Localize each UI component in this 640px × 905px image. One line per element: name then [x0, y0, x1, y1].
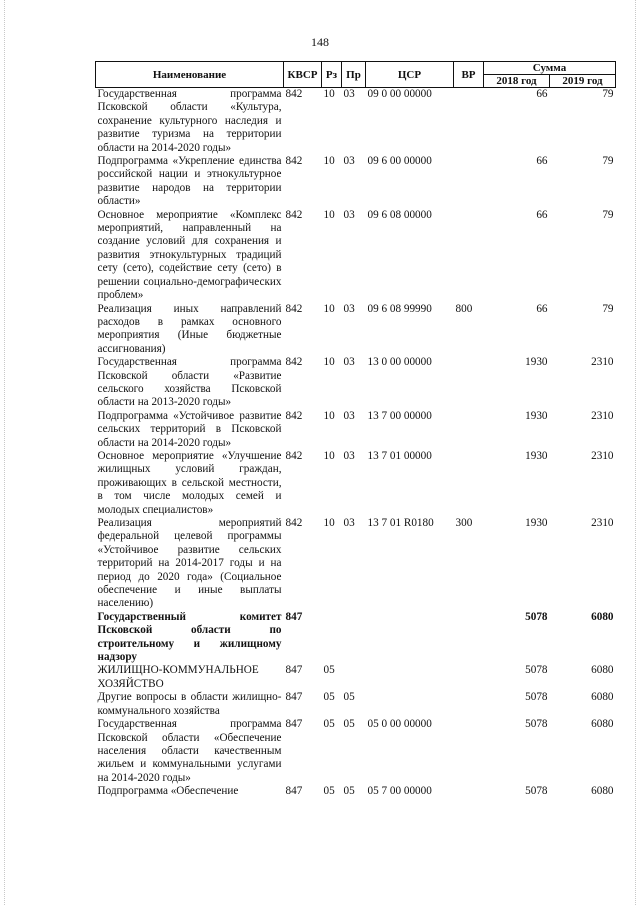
table-row	[96, 785, 616, 798]
row-name: Государственный комитет Псковской области по строительному и жилищному надзору	[97, 610, 282, 664]
row-csr: 09 6 08 99990	[367, 302, 432, 315]
scan-edge-right	[635, 0, 637, 905]
budget-table	[95, 61, 616, 799]
row-amount-2018: 66	[536, 155, 548, 168]
row-amount-2018: 66	[536, 302, 548, 315]
row-amount-2019: 6080	[591, 664, 614, 677]
table-header	[96, 62, 616, 88]
row-csr: 13 7 01 R0180	[367, 517, 434, 529]
row-kvsr: 842	[285, 517, 303, 529]
row-rz	[322, 611, 342, 665]
row-amount-2019: 79	[602, 155, 614, 168]
row-rz: 10	[323, 155, 335, 168]
row-pr: 03	[343, 449, 355, 462]
row-kvsr: 842	[285, 155, 303, 168]
row-name: Государственная программа Псковской области «Обеспечение населения области качественным жильем и коммунальными услугами на 2014-2020 годы»	[97, 718, 282, 784]
table-row	[96, 664, 616, 691]
row-amount-2018: 1930	[525, 517, 548, 529]
table-row	[96, 155, 616, 209]
row-rz: 05	[323, 785, 335, 798]
header-year-2018: 2018 год	[484, 75, 550, 88]
row-vr	[454, 410, 484, 450]
row-vr	[454, 155, 484, 209]
row-csr: 13 0 00 00000	[367, 356, 432, 369]
row-vr: 300	[455, 517, 473, 529]
row-pr: 03	[343, 88, 355, 100]
row-amount-2019: 2310	[591, 517, 614, 529]
row-kvsr: 847	[285, 610, 303, 623]
row-amount-2019: 79	[602, 302, 614, 315]
table-row	[96, 356, 616, 410]
header-vr: ВР	[454, 62, 484, 88]
row-amount-2018: 5078	[525, 691, 548, 704]
row-kvsr: 842	[285, 449, 303, 462]
row-csr: 09 6 08 00000	[367, 208, 432, 221]
row-amount-2018: 5078	[525, 664, 548, 677]
row-rz: 10	[323, 449, 335, 462]
header-name: Наименование	[96, 62, 284, 88]
row-amount-2019: 6080	[591, 691, 614, 704]
row-kvsr: 847	[285, 664, 303, 677]
row-amount-2019: 2310	[591, 356, 614, 369]
row-csr: 05 0 00 00000	[367, 718, 432, 731]
row-rz: 10	[323, 409, 335, 422]
row-amount-2019: 79	[602, 88, 614, 100]
table-row	[96, 517, 616, 611]
row-rz: 05	[323, 718, 335, 731]
row-vr: 800	[455, 302, 473, 315]
scan-edge-left	[4, 0, 6, 905]
row-pr: 03	[343, 155, 355, 168]
page-number: 148	[311, 35, 329, 49]
row-name: Реализация мероприятий федеральной целевой программы «Устойчивое развитие сельских территорий на 2014-2017 годы и на период до 2020 года» (Социальное обеспечение и иные выплаты населению)	[97, 517, 282, 610]
row-vr	[454, 209, 484, 303]
row-kvsr: 847	[285, 785, 303, 798]
row-pr: 05	[343, 718, 355, 731]
table-row	[96, 209, 616, 303]
row-csr: 09 6 00 00000	[367, 155, 432, 168]
row-amount-2019: 2310	[591, 449, 614, 462]
row-amount-2019: 79	[602, 208, 614, 221]
table-row	[96, 410, 616, 450]
row-amount-2018: 5078	[525, 610, 548, 623]
table-row	[96, 718, 616, 785]
header-kvsr: КВСР	[284, 62, 322, 88]
row-csr	[366, 664, 454, 691]
row-vr	[454, 664, 484, 691]
row-amount-2018: 5078	[525, 718, 548, 731]
row-vr	[454, 611, 484, 665]
row-vr	[454, 88, 484, 156]
row-amount-2019: 6080	[591, 785, 614, 798]
row-rz: 05	[323, 664, 335, 677]
header-pr: Пр	[342, 62, 366, 88]
row-rz: 10	[323, 88, 335, 100]
row-vr	[454, 785, 484, 798]
row-pr: 03	[343, 302, 355, 315]
row-amount-2019: 6080	[591, 610, 614, 623]
row-kvsr: 842	[285, 208, 303, 221]
row-name: Другие вопросы в области жилищно-коммунального хозяйства	[97, 691, 282, 717]
row-amount-2018: 1930	[525, 356, 548, 369]
row-vr	[454, 356, 484, 410]
row-kvsr: 847	[285, 691, 303, 704]
table-row	[96, 450, 616, 517]
row-pr: 03	[343, 409, 355, 422]
row-pr	[342, 611, 366, 665]
row-pr: 03	[343, 356, 355, 369]
table-body	[96, 88, 616, 799]
row-amount-2018: 66	[536, 208, 548, 221]
row-vr	[454, 450, 484, 517]
header-year-2019: 2019 год	[550, 75, 616, 88]
row-vr	[454, 718, 484, 785]
row-pr: 05	[343, 691, 355, 704]
row-kvsr: 842	[285, 409, 303, 422]
row-pr	[342, 664, 366, 691]
row-rz: 10	[323, 302, 335, 315]
header-sum: Сумма	[484, 62, 616, 75]
row-pr: 05	[343, 785, 355, 798]
table-row	[96, 303, 616, 357]
row-csr: 13 7 01 00000	[367, 449, 432, 462]
header-csr: ЦСР	[366, 62, 454, 88]
row-name: Основное мероприятие «Комплекс мероприятий, направленный на создание условий для сохранения и развития этнокультурных традиций сету (сето), содействие сету (сето) в решении социально-демографических проблем»	[97, 208, 282, 302]
row-name: Подпрограмма «Укрепление единства российской нации и этнокультурное развитие народов на территории области»	[97, 155, 282, 208]
row-amount-2019: 2310	[591, 409, 614, 422]
row-name: Основное мероприятие «Улучшение жилищных условий граждан, проживающих в сельской местности, в том числе молодых семей и молодых специалистов»	[97, 449, 282, 516]
row-amount-2018: 1930	[525, 409, 548, 422]
row-name: Подпрограмма «Устойчивое развитие сельских территорий в Псковской области на 2014-2020 годы»	[97, 409, 282, 449]
row-name: ЖИЛИЩНО-КОММУНАЛЬНОЕ ХОЗЯЙСТВО	[97, 664, 259, 690]
row-rz: 05	[323, 691, 335, 704]
row-vr	[454, 691, 484, 718]
table-row	[96, 691, 616, 718]
row-pr: 03	[343, 517, 355, 529]
row-kvsr: 842	[285, 302, 303, 315]
row-pr: 03	[343, 208, 355, 221]
row-rz: 10	[323, 356, 335, 369]
table-row	[96, 611, 616, 665]
row-kvsr: 842	[285, 88, 303, 100]
header-rz: Рз	[322, 62, 342, 88]
row-name: Государственная программа Псковской области «Развитие сельского хозяйства Псковской области на 2013-2020 годы»	[97, 356, 282, 409]
row-kvsr: 847	[285, 718, 303, 731]
row-amount-2019: 6080	[591, 718, 614, 731]
row-amount-2018: 1930	[525, 449, 548, 462]
row-csr	[366, 611, 454, 665]
row-csr: 09 0 00 00000	[367, 88, 432, 100]
row-name: Государственная программа Псковской области «Культура, сохранение культурного наследия и развитие туризма на территории области на 2014-2020 годы»	[97, 88, 282, 154]
row-name: Реализация иных направлений расходов в рамках основного мероприятия (Иные бюджетные ассигнования)	[97, 302, 282, 355]
row-amount-2018: 5078	[525, 785, 548, 798]
row-rz: 10	[323, 517, 335, 529]
row-csr: 05 7 00 00000	[367, 785, 432, 798]
row-csr: 13 7 00 00000	[367, 409, 432, 422]
row-rz: 10	[323, 208, 335, 221]
row-amount-2018: 66	[536, 88, 548, 100]
row-csr	[366, 691, 454, 718]
table-row	[96, 88, 616, 156]
row-name: Подпрограмма «Обеспечение	[97, 785, 239, 798]
row-kvsr: 842	[285, 356, 303, 369]
